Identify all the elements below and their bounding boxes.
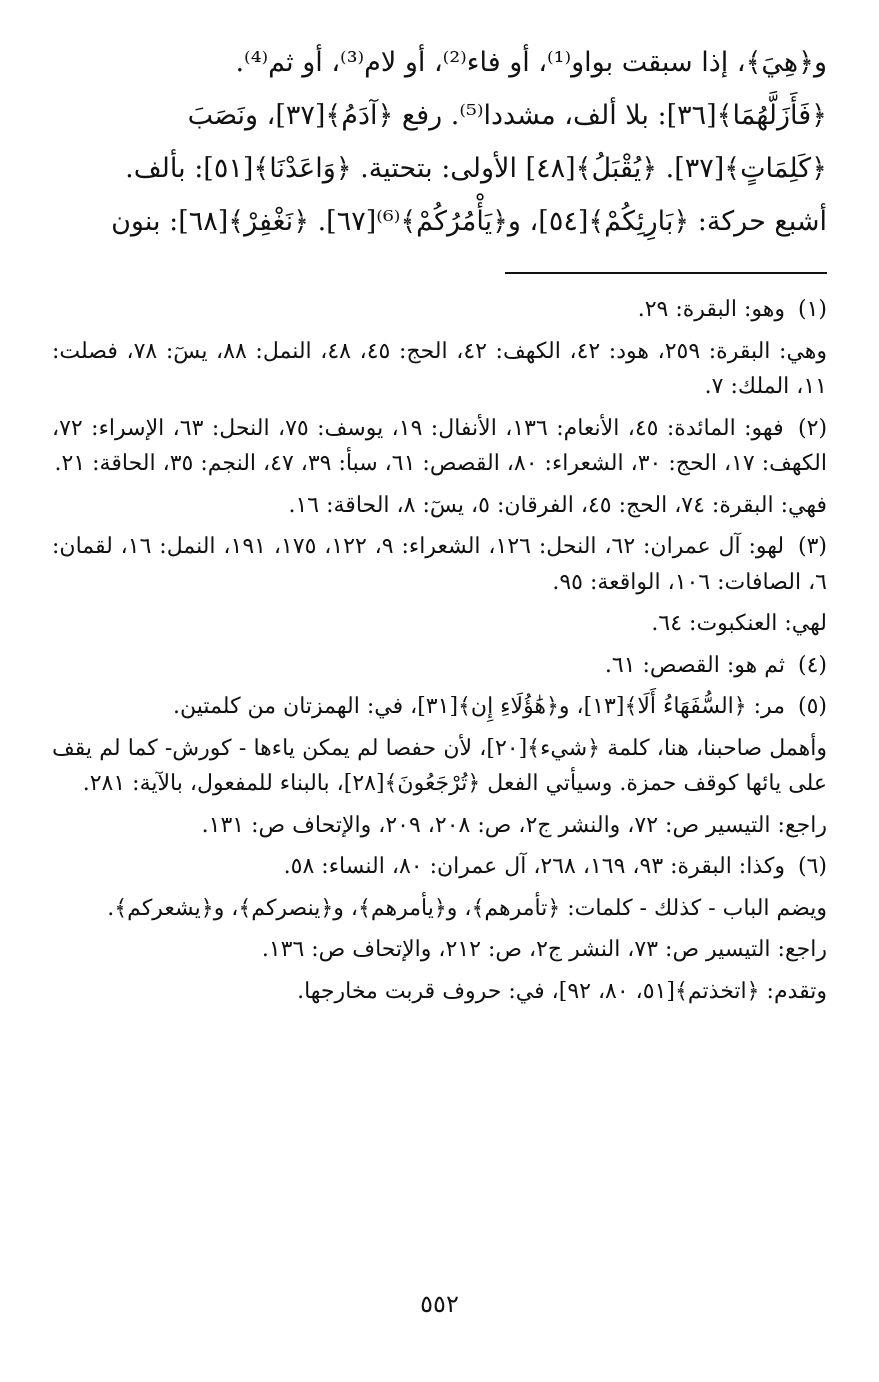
- footnote-text: ثم هو: القصص: ٦١.: [604, 652, 785, 678]
- footnote-2-cont: فهي: البقرة: ٧٤، الحج: ٤٥، الفرقان: ٥، يسٓ: ٨، الحاقة: ١٦.: [288, 492, 827, 518]
- footnote-number: (٢): [798, 415, 828, 441]
- footnote-3-cont: لهي: العنكبوت: ٦٤.: [651, 611, 827, 636]
- footnote-text: وهو: البقرة: ٢٩.: [637, 297, 785, 322]
- footnote-1-cont: وهي: البقرة: ٢٥٩، هود: ٤٢، الكهف: ٤٢، الحج: ٤٥، ٤٨، النمل: ٨٨، يسٓ: ٧٨، فصلت: ١١، الملك: ٧.: [52, 338, 828, 399]
- footnote-separator: [505, 272, 827, 274]
- footnote-number: (٥): [797, 694, 827, 719]
- main-line: ﴿كَلِمَاتٍ﴾[٣٧]. ﴿يُقْبَلُ﴾[٤٨] الأولى: بتحتية. ﴿وَاعَدْنَا﴾[٥١]: بألف.: [125, 153, 827, 184]
- footnote-5-cont: وأهمل صاحبنا، هنا، كلمة ﴿شيء﴾[٢٠]، لأن حفصا لم يمكن ياءها - كورش- كما لم يقف على يائها كوقف حمزة. وسيأتي الفعل ﴿تُرْجَعُونَ﴾[٢٨]، بالبناء للمفعول، بالآية: ٢٨١.: [52, 735, 827, 796]
- page-number: ٥٥٢: [420, 1290, 459, 1318]
- main-text: [52, 36, 827, 248]
- main-line: أشبع حركة: ﴿بَارِئِكُمْ﴾[٥٤]، و﴿يَأْمُرُكُمْ﴾⁽⁶⁾[٦٧]. ﴿نَغْفِرْ﴾[٦٨]: بنون: [111, 206, 827, 237]
- footnote-3: [52, 529, 827, 600]
- footnote-text: فهو: المائدة: ٤٥، الأنعام: ١٣٦، الأنفال: ١٩، يوسف: ٧٥، النحل: ٦٣، الإسراء: ٧٢، الكهف: ١٧، الحج: ٣٠، الشعراء: ٨٠، القصص: ٦١، سبأ: ٣٩، ٤٧، النجم: ٣٥، الحاقة: ٢١.: [52, 415, 827, 476]
- footnote-6-cont: راجع: التيسير ص: ٧٣، النشر ج٢، ص: ٢١٢، والإتحاف ص: ١٣٦.: [261, 937, 827, 962]
- footnote-6: [52, 849, 827, 885]
- footnote-number: (٦): [797, 854, 827, 879]
- footnote-6-cont: ويضم الباب - كذلك - كلمات: ﴿تأمرهم﴾، و﴿يأمرهم﴾، و﴿ينصركم﴾، و﴿يشعركم﴾.: [107, 895, 827, 921]
- footnote-6-cont: وتقدم: ﴿اتخذتم﴾[٥١، ٨٠، ٩٢]، في: حروف قربت مخارجها.: [297, 978, 827, 1004]
- footnote-text: مر: ﴿السُّفَهَاءُ أَلَا﴾[١٣]، و﴿هَٰؤُلَاءِ إِن﴾[٣١]، في: الهمزتان من كلمتين.: [173, 694, 785, 719]
- footnote-1: [52, 292, 827, 328]
- footnote-2: [52, 411, 827, 482]
- footnote-4: [52, 648, 827, 684]
- footnote-number: (١): [797, 297, 827, 322]
- footnote-5: [52, 689, 827, 725]
- main-line: ﴿فَأَزَلَّهُمَا﴾[٣٦]: بلا ألف، مشددا⁽⁵⁾. رفع ﴿آدَمُ﴾[٣٧]، ونَصَبَ: [187, 100, 827, 131]
- footnote-number: (٣): [798, 534, 828, 559]
- footnote-5-cont: راجع: التيسير ص: ٧٢، والنشر ج٢، ص: ٢٠٨، ٢٠٩، والإتحاف ص: ١٣١.: [201, 812, 827, 838]
- footnote-text: وكذا: البقرة: ٩٣، ١٦٩، ٢٦٨، آل عمران: ٨٠، النساء: ٥٨.: [283, 854, 785, 879]
- main-line: و﴿هِيَ﴾، إذا سبقت بواو⁽¹⁾، أو فاء⁽²⁾، أو لام⁽³⁾، أو ثم⁽⁴⁾.: [235, 47, 827, 78]
- footnote-number: (٤): [797, 652, 827, 678]
- footnotes: [52, 292, 827, 1015]
- footnote-text: لهو: آل عمران: ٦٢، النحل: ١٢٦، الشعراء: ٩، ١٢٢، ١٧٥، ١٩١، النمل: ١٦، لقمان: ٦، الصافات: ١٠٦، الواقعة: ٩٥.: [52, 534, 827, 595]
